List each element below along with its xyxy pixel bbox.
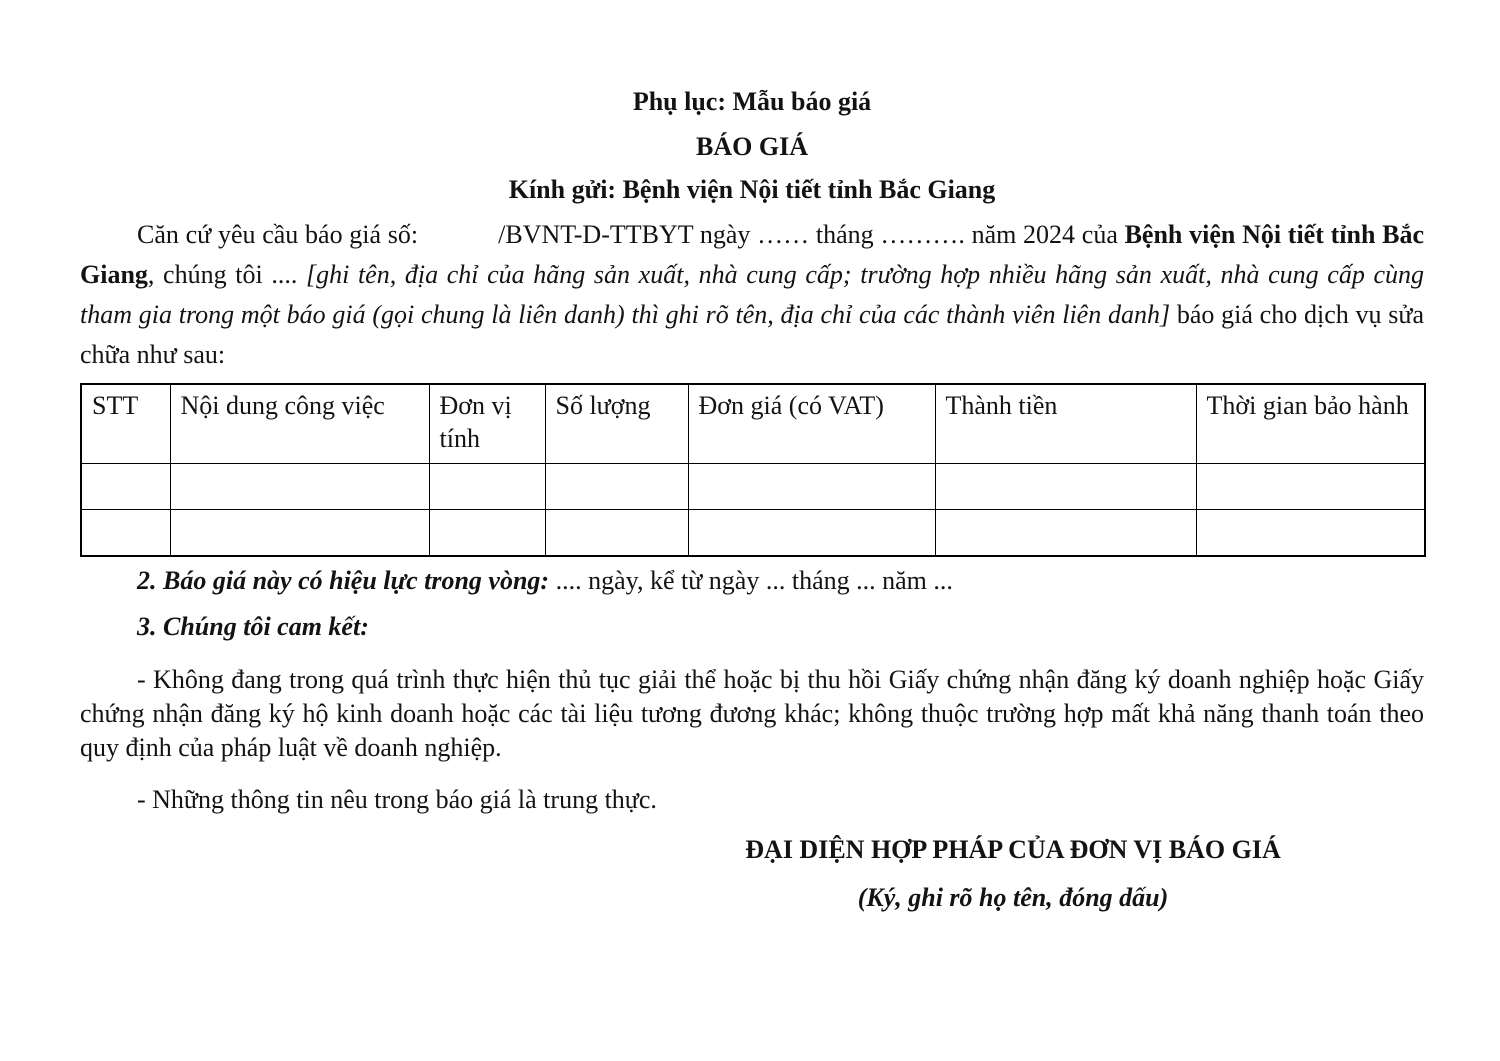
table-row <box>81 464 1425 510</box>
table-cell-empty <box>1196 510 1425 557</box>
table-row <box>81 510 1425 557</box>
commitment-heading-label: 3. Chúng tôi cam kết: <box>137 612 369 641</box>
table-cell-empty <box>81 510 170 557</box>
table-cell-empty <box>935 464 1196 510</box>
quotation-table <box>80 383 1426 557</box>
intro-segment-normal-2: /BVNT-D-TTBYT ngày …… tháng ………. năm 2024 của <box>498 220 1125 249</box>
commitment-heading <box>80 607 1424 647</box>
table-cell-empty <box>81 464 170 510</box>
table-cell-empty <box>429 510 545 557</box>
validity-text: .... ngày, kể từ ngày ... tháng ... năm ... <box>549 566 953 595</box>
column-header-thanh-tien: Thành tiền <box>935 384 1196 464</box>
column-header-stt: STT <box>81 384 170 464</box>
document-title: BÁO GIÁ <box>696 132 808 161</box>
column-header-noi-dung: Nội dung công việc <box>170 384 429 464</box>
table-header-row <box>81 384 1425 464</box>
recipient-line: Kính gửi: Bệnh viện Nội tiết tỉnh Bắc Giang <box>508 175 996 204</box>
column-header-thoi-gian-bao-hanh: Thời gian bảo hành <box>1196 384 1425 464</box>
table-cell-empty <box>429 464 545 510</box>
intro-segment-instruction: [ghi tên, địa chỉ của hãng sản xuất, nhà cung cấp; trường hợp nhiều hãng sản xuất, nhà cung cấp cùng tham gia trong một báo giá (gọi chung là liên danh) thì ghi rõ tên, địa chỉ của các thành viên liên danh] <box>80 260 1424 329</box>
intro-segment-normal-3: , chúng tôi .... <box>147 260 306 289</box>
column-header-so-luong: Số lượng <box>545 384 688 464</box>
table-cell-empty <box>1196 464 1425 510</box>
signature-title: ĐẠI DIỆN HỢP PHÁP CỦA ĐƠN VỊ BÁO GIÁ <box>745 835 1281 864</box>
table-cell-empty <box>935 510 1196 557</box>
commitment-paragraph-2: - Những thông tin nêu trong báo giá là trung thực. <box>137 785 657 814</box>
validity-line <box>80 561 1424 601</box>
table-cell-empty <box>545 464 688 510</box>
validity-label: 2. Báo giá này có hiệu lực trong vòng: <box>137 566 550 595</box>
table-cell-empty <box>688 510 935 557</box>
table-cell-empty <box>545 510 688 557</box>
table-cell-empty <box>170 510 429 557</box>
column-header-don-vi-tinh: Đơn vị tính <box>429 384 545 464</box>
intro-segment-hospital-name: Bệnh viện Nội tiết tỉnh Bắc Giang <box>80 220 1425 289</box>
table-cell-empty <box>688 464 935 510</box>
table-cell-empty <box>170 464 429 510</box>
intro-segment-normal-1: Căn cứ yêu cầu báo giá số: <box>137 220 419 249</box>
appendix-title: Phụ lục: Mẫu báo giá <box>632 87 872 116</box>
column-header-don-gia: Đơn giá (có VAT) <box>688 384 935 464</box>
signature-block <box>600 833 1426 915</box>
intro-segment-normal-4: báo giá cho dịch vụ sửa chữa như sau: <box>80 300 1424 369</box>
signature-note: (Ký, ghi rõ họ tên, đóng dấu) <box>857 883 1169 912</box>
commitment-paragraph-1: - Không đang trong quá trình thực hiện thủ tục giải thể hoặc bị thu hồi Giấy chứng nhận đăng ký doanh nghiệp hoặc Giấy chứng nhận đăng ký hộ kinh doanh hoặc các tài liệu tương đương khác; không thuộc trường hợp mất khả năng thanh toán theo quy định của pháp luật về doanh nghiệp. <box>80 665 1424 762</box>
intro-paragraph <box>80 215 1424 375</box>
